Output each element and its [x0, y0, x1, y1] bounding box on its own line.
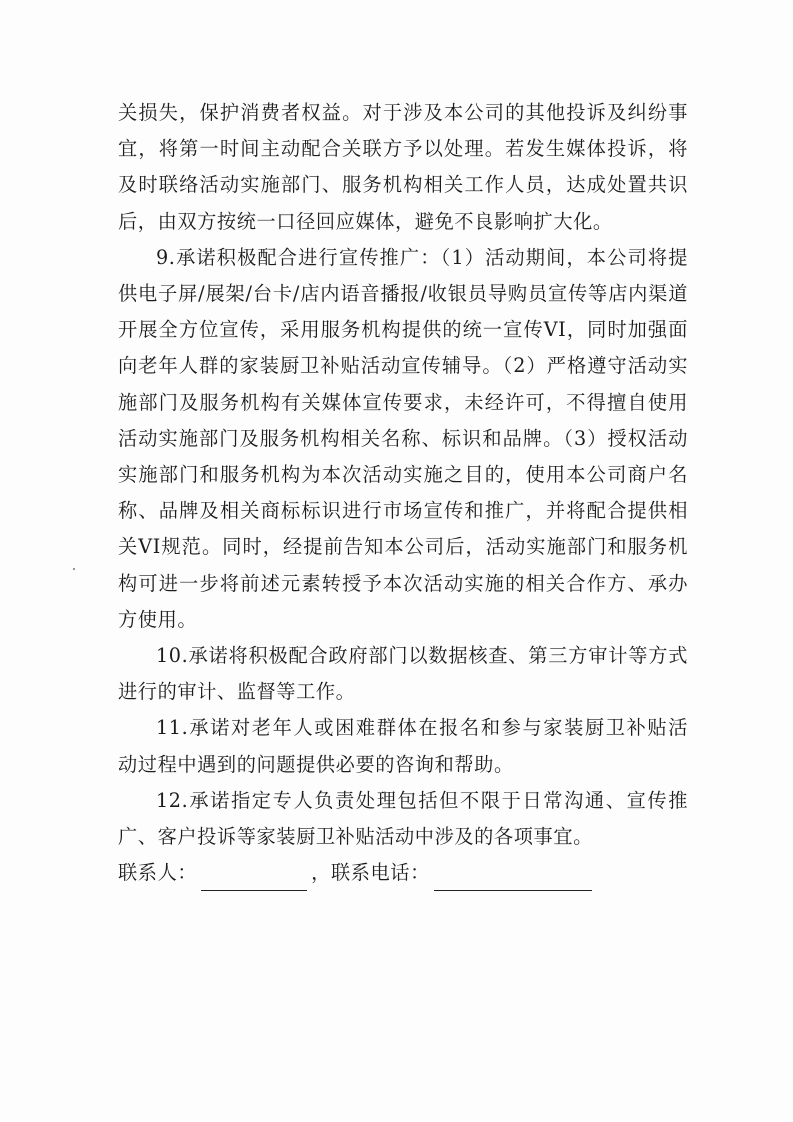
contact-person-blank[interactable]	[201, 864, 307, 891]
commitment-item-11: 11.承诺对老年人或困难群体在报名和参与家装厨卫补贴活 动过程中遇到的问题提供必要的咨询和帮助。	[118, 716, 688, 776]
scan-speck	[73, 568, 75, 570]
paragraph-continuation: 关损失，保护消费者权益。对于涉及本公司的其他投诉及纠纷事宜，将第一时间主动配合关联方予以处理。若发生媒体投诉，将及时联络活动实施部门、服务机构相关工作人员，达成处置共识后，由双方按统一口径回应媒体，避免不良影响扩大化。	[118, 101, 688, 233]
contact-phone-label: ，联系电话：	[311, 861, 430, 885]
commitment-item-10: 10.承诺将积极配合政府部门以数据核查、第三方审计等方式进行的审计、监督等工作。	[118, 644, 688, 704]
contact-person-label: 联系人：	[118, 861, 198, 885]
commitment-item-9: 9.承诺积极配合进行宣传推广：（1）活动期间，本公司将提供电子屏/展架/台卡/店内语音播报/收银员导购员宣传等店内渠道开展全方位宣传，采用服务机构提供的统一宣传VI，同时加强面向老年人群的家装厨卫补贴活动宣传辅导。（2）严格遵守活动实施部门及服务机构有关媒体宣传要求，未经许可，不得擅自使用活动实施部门及服务机构相关名称、标识和品牌。（3）授权活动实施部门和服务机构为本次活动实施之目的，使用本公司商户名称、品牌及相关商标标识进行市场宣传和推广，并将配合提供相关VI规范。同时，经提前告知本公司后，活动实施部门和服务机构可进一步将前述元素转授予本次活动实施的相关合作方、承办方使用。	[118, 245, 688, 631]
contact-line	[118, 855, 688, 891]
document-body	[118, 95, 688, 891]
commitment-item-12: 12.承诺指定专人负责处理包括但不限于日常沟通、宣传推广、客户投诉等家装厨卫补贴活动中涉及的各项事宜。	[118, 788, 688, 849]
contact-phone-blank[interactable]	[434, 864, 592, 891]
